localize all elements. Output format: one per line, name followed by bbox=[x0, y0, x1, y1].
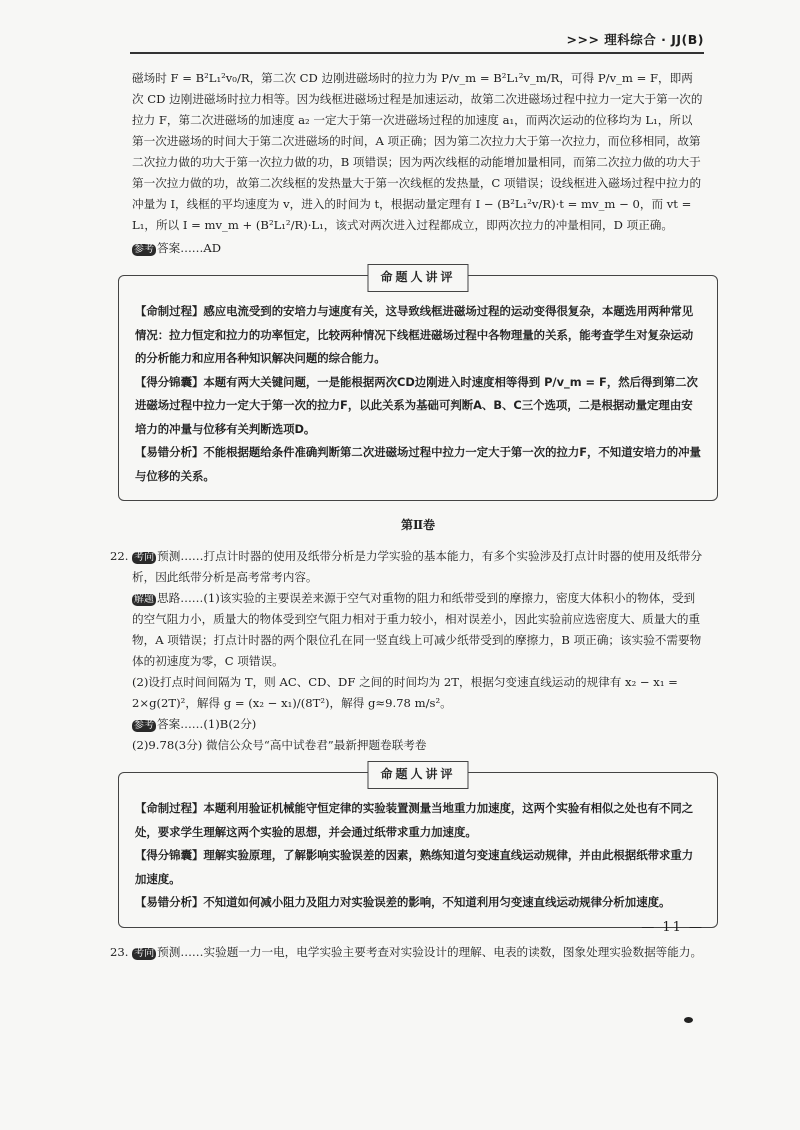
q22-answer bbox=[132, 714, 704, 735]
answer-tag-icon: 参考 bbox=[134, 244, 154, 255]
q23-number: 23. bbox=[110, 944, 129, 959]
page-header: >>> 理科综合 · JJ(B) bbox=[566, 32, 704, 47]
q23-forecast-text: 预测……实验题一力一电，电学实验主要考查对实验设计的理解、电表的读数，图象处理实验数据等能力。 bbox=[157, 944, 703, 959]
box1-tips: 【得分锦囊】本题有两大关键问题，一是能根据两次CD边刚进入时速度相等得到 P/v_m = F，然后得到第二次进磁场过程中拉力一定大于第一次的拉力F，以此关系为基础可判断A、B、C三个选项，二是根据动量定理由安培力的冲量与位移有关判断选项D。 bbox=[135, 374, 698, 436]
box1-process: 【命制过程】感应电流受到的安培力与速度有关，这导致线框进磁场过程的运动变得很复杂，本题选用两种常见情况：拉力恒定和拉力的功率恒定，比较两种情况下线框进磁场过程中各物理量的关系，能考查学生对复杂运动的分析能力和应用各种知识解决问题的综合能力。 bbox=[135, 304, 694, 365]
q23-forecast bbox=[110, 942, 704, 963]
page-number: — 11 — bbox=[641, 920, 704, 935]
q22-approach bbox=[132, 588, 704, 672]
q22-part2: (2)设打点时间间隔为 T，则 AC、CD、DF 之间的时间均为 2T，根据匀变速直线运动的规律有 x₂ − x₁ = 2×g(2T)²，解得 g = (x₂ − x₁)/(8T²)，解得 g≈9.78 m/s²。 bbox=[132, 675, 678, 710]
volume-heading: 第Ⅱ卷 bbox=[400, 518, 436, 532]
forecast-tag-icon: 考向 bbox=[134, 552, 155, 563]
q21-answer bbox=[132, 238, 704, 259]
box2-tips: 【得分锦囊】理解实验原理，了解影响实验误差的因素，熟练知道匀变速直线运动规律，并由此根据纸带求重力加速度。 bbox=[135, 848, 694, 886]
q22-answer-2: (2)9.78(3分) 微信公众号“高中试卷君”最新押题卷联考卷 bbox=[132, 738, 427, 752]
q21-answer-text: 答案……AD bbox=[157, 241, 222, 255]
commentary-box-2 bbox=[118, 767, 718, 928]
commentary-box-1-title: 命题人讲评 bbox=[367, 264, 468, 292]
q22-answer-text-1: 答案……(1)B(2分) bbox=[157, 717, 257, 731]
box2-process: 【命制过程】本题利用验证机械能守恒定律的实验装置测量当地重力加速度，这两个实验有相似之处也有不同之处，要求学生理解这两个实验的思想，并会通过纸带求重力加速度。 bbox=[135, 801, 694, 839]
box1-errors: 【易错分析】不能根据题给条件准确判断第二次进磁场过程中拉力一定大于第一次的拉力F，不知道安培力的冲量与位移的关系。 bbox=[135, 445, 701, 483]
q21-solution-text: 磁场时 F = B²L₁²v₀/R，第二次 CD 边刚进磁场时的拉力为 P/v_m = B²L₁²v_m/R，可得 P/v_m = F，即两次 CD 边刚进磁场时拉力相等。因为线框进磁场过程是加速运动，故第二次进磁场过程中拉力一定大于第一次的拉力 F，第二次进磁场的加速度 a₂ 一定大于第一次进磁场过程的加速度 a₁，而两次运动的位移均为 L₁，所以第一次进磁场的时间大于第二次进磁场的时间，A 项正确；因为第二次拉力大于第一次拉力，而位移相同，故第二次拉力做的功大于第一次拉力做的功，B 项错误；因为两次线框的动能增加量相同，而第二次拉力做的功大于第一次拉力做的功，故第二次线框的发热量大于第一次线框的发热量，C 项错误；设线框进入磁场过程中拉力的冲量为 I，线框的平均速度为 v，进入的时间为 t，根据动量定理有 I − (B²L₁²v/R)·t = mv_m − 0，而 vt = L₁，所以 I = mv_m + (B²L₁²/R)·L₁，该式对两次进入过程都成立，即两次拉力的冲量相同，D 项正确。 bbox=[132, 71, 703, 232]
approach-tag-icon: 解题 bbox=[134, 594, 154, 605]
q22-forecast-text: 预测……打点计时器的使用及纸带分析是力学实验的基本能力，有多个实验涉及打点计时器的使用及纸带分析，因此纸带分析是高考常考内容。 bbox=[132, 549, 703, 584]
ink-dot bbox=[684, 1017, 693, 1023]
commentary-box-2-title: 命题人讲评 bbox=[367, 761, 468, 789]
forecast-tag-icon: 考向 bbox=[134, 947, 155, 959]
page-content bbox=[110, 68, 704, 963]
header-rule bbox=[130, 52, 704, 54]
q22-forecast bbox=[110, 546, 704, 588]
commentary-box-1 bbox=[118, 270, 718, 501]
answer-tag-icon: 参考 bbox=[134, 720, 154, 731]
box2-errors: 【易错分析】不知道如何减小阻力及阻力对实验误差的影响，不知道利用匀变速直线运动规律分析加速度。 bbox=[135, 895, 671, 909]
q22-approach-text: 思路……(1)该实验的主要误差来源于空气对重物的阻力和纸带受到的摩擦力，密度大体积小的物体，受到的空气阻力小，质量大的物体受到空气阻力相对于重力较小，相对误差小，因此实验前应选密度大、质量大的重物，A 项错误；打点计时器的两个限位孔在同一竖直线上可减少纸带受到的摩擦力，B 项正确；该实验不需要物体的初速度为零，C 项错误。 bbox=[132, 591, 702, 668]
q22-number: 22. bbox=[110, 549, 129, 563]
